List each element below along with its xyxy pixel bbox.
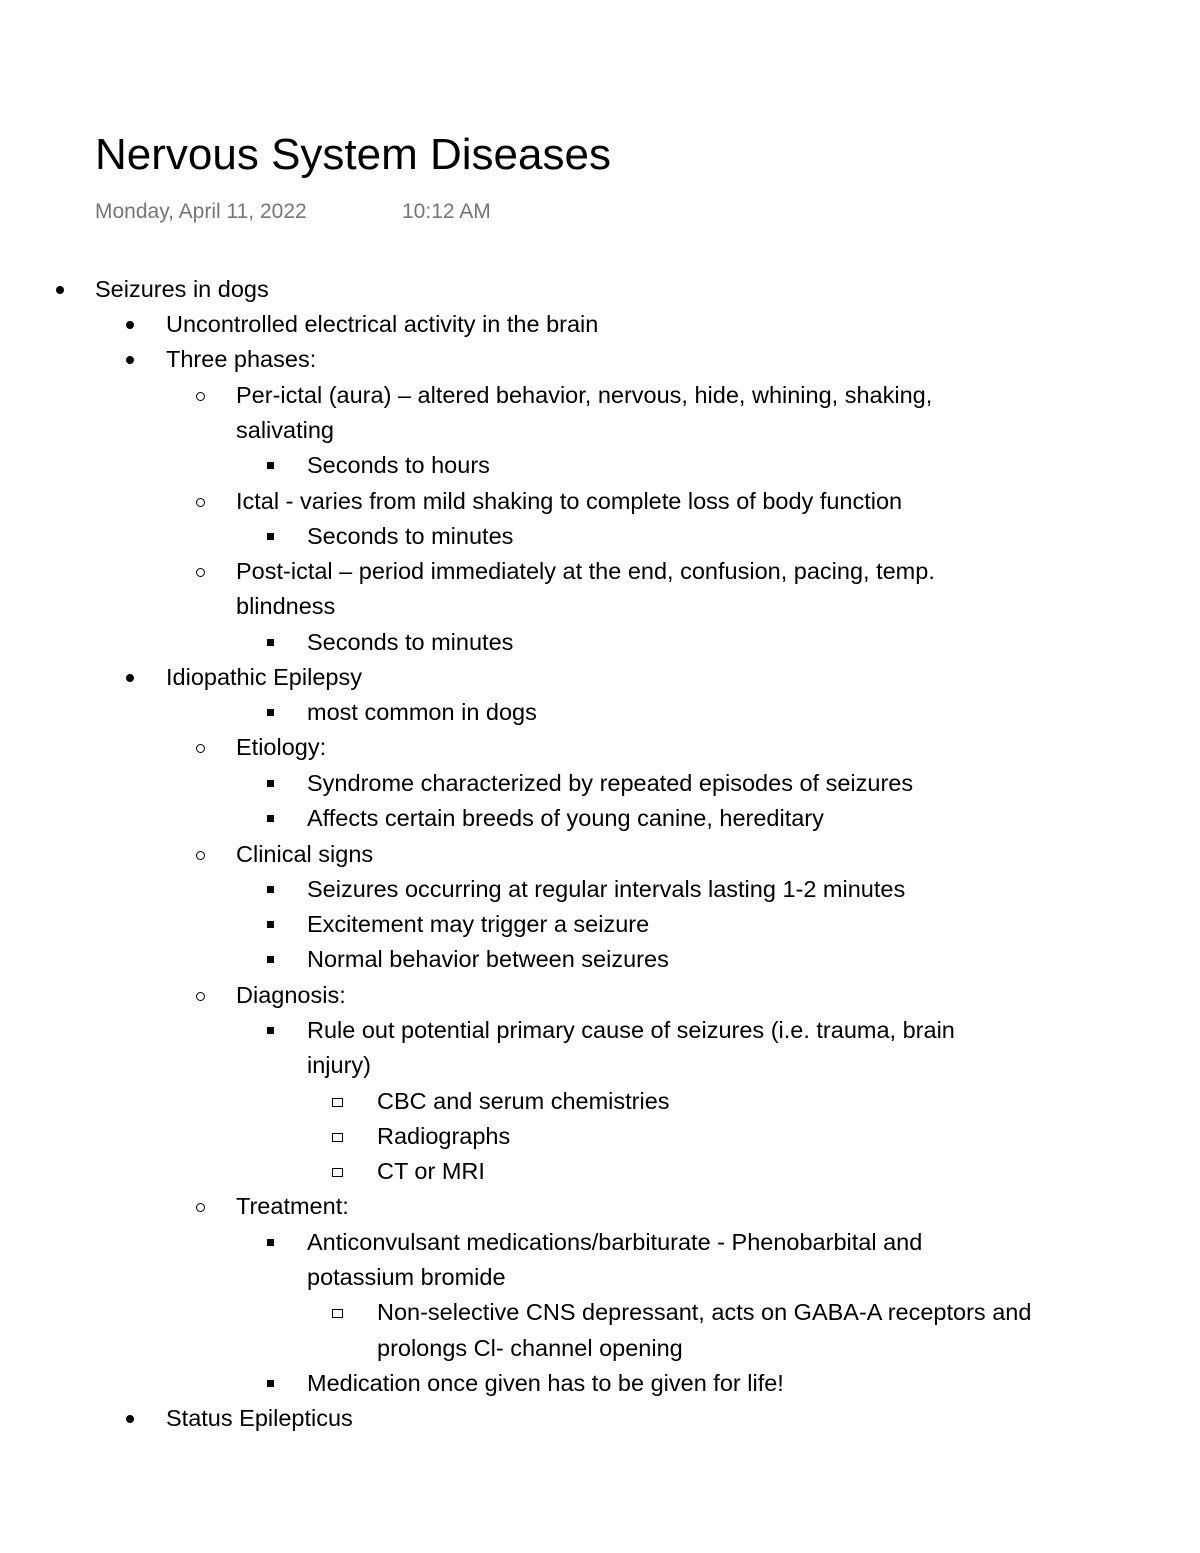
list-item: Excitement may trigger a seizure xyxy=(307,907,649,942)
circle-bullet-icon xyxy=(196,392,205,401)
circle-bullet-icon xyxy=(196,992,205,1001)
square-bullet-icon xyxy=(267,780,274,787)
list-item-continuation: prolongs Cl- channel opening xyxy=(377,1335,683,1361)
list-item: Rule out potential primary cause of seizures (i.e. trauma, brain xyxy=(307,1013,955,1048)
list-item: Three phases: xyxy=(166,342,316,377)
circle-bullet-icon xyxy=(196,568,205,577)
disc-bullet-icon xyxy=(126,356,134,364)
circle-bullet-icon xyxy=(196,498,205,507)
disc-bullet-icon xyxy=(126,674,134,682)
square-bullet-icon xyxy=(267,709,274,716)
disc-bullet-icon xyxy=(126,321,134,329)
list-item: Anticonvulsant medications/barbiturate - Phenobarbital and xyxy=(307,1225,922,1260)
list-item: Seconds to minutes xyxy=(307,625,513,660)
note-time: 10:12 AM xyxy=(402,200,491,223)
list-item: Treatment: xyxy=(236,1189,349,1224)
list-item: Syndrome characterized by repeated episodes of seizures xyxy=(307,766,913,801)
list-item: Status Epilepticus xyxy=(166,1401,353,1436)
list-item: Per-ictal (aura) – altered behavior, nervous, hide, whining, shaking, xyxy=(236,378,932,413)
hollow-square-bullet-icon xyxy=(332,1309,343,1318)
list-item: Seconds to hours xyxy=(307,448,490,483)
list-item: Diagnosis: xyxy=(236,978,346,1013)
list-item: Radiographs xyxy=(377,1119,510,1154)
list-item: Seizures occurring at regular intervals lasting 1-2 minutes xyxy=(307,872,905,907)
circle-bullet-icon xyxy=(196,1203,205,1212)
square-bullet-icon xyxy=(267,639,274,646)
square-bullet-icon xyxy=(267,462,274,469)
disc-bullet-icon xyxy=(126,1415,134,1423)
hollow-square-bullet-icon xyxy=(332,1098,343,1107)
list-item: Affects certain breeds of young canine, hereditary xyxy=(307,801,824,836)
list-item: Clinical signs xyxy=(236,837,373,872)
list-item-continuation: potassium bromide xyxy=(307,1264,506,1290)
list-item-continuation: injury) xyxy=(307,1052,371,1078)
list-item: Uncontrolled electrical activity in the brain xyxy=(166,307,598,342)
list-item: Etiology: xyxy=(236,730,326,765)
note-date: Monday, April 11, 2022 xyxy=(95,200,307,223)
list-item: Ictal - varies from mild shaking to complete loss of body function xyxy=(236,484,902,519)
hollow-square-bullet-icon xyxy=(332,1133,343,1142)
list-item: Medication once given has to be given for life! xyxy=(307,1366,784,1401)
list-item-continuation: salivating xyxy=(236,417,334,443)
square-bullet-icon xyxy=(267,886,274,893)
list-item: Post-ictal – period immediately at the end, confusion, pacing, temp. xyxy=(236,554,935,589)
hollow-square-bullet-icon xyxy=(332,1168,343,1177)
list-item: Seconds to minutes xyxy=(307,519,513,554)
square-bullet-icon xyxy=(267,1380,274,1387)
page-title: Nervous System Diseases xyxy=(95,130,611,179)
list-item: Seizures in dogs xyxy=(95,272,269,307)
square-bullet-icon xyxy=(267,815,274,822)
square-bullet-icon xyxy=(267,921,274,928)
circle-bullet-icon xyxy=(196,744,205,753)
disc-bullet-icon xyxy=(56,286,64,294)
square-bullet-icon xyxy=(267,956,274,963)
square-bullet-icon xyxy=(267,1027,274,1034)
list-item: Normal behavior between seizures xyxy=(307,942,669,977)
list-item: Non-selective CNS depressant, acts on GABA-A receptors and xyxy=(377,1295,1031,1330)
list-item: CBC and serum chemistries xyxy=(377,1084,670,1119)
list-item: Idiopathic Epilepsy xyxy=(166,660,362,695)
list-item: CT or MRI xyxy=(377,1154,485,1189)
circle-bullet-icon xyxy=(196,851,205,860)
square-bullet-icon xyxy=(267,533,274,540)
square-bullet-icon xyxy=(267,1239,274,1246)
list-item: most common in dogs xyxy=(307,695,537,730)
list-item-continuation: blindness xyxy=(236,593,336,619)
